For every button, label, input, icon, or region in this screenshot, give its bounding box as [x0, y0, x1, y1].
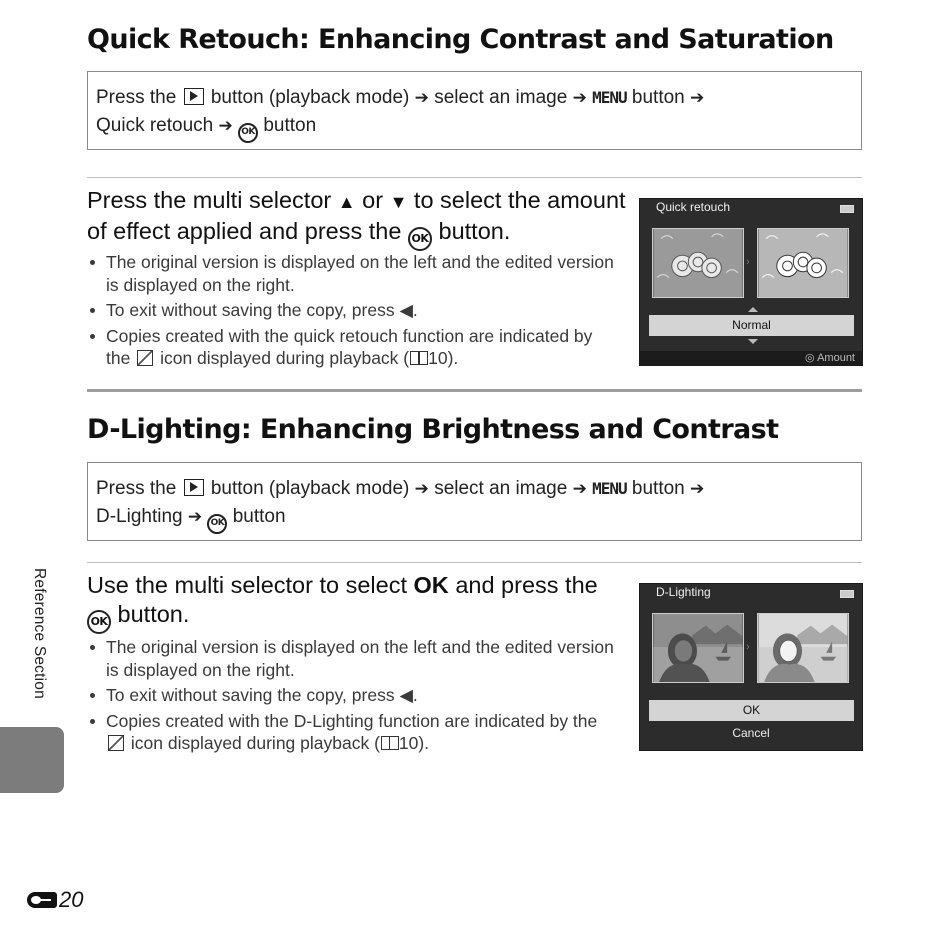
screen-title: D-Lighting [656, 585, 711, 599]
d-lighting-icon [108, 735, 124, 751]
quick-retouch-screen [639, 198, 863, 366]
battery-icon [840, 205, 854, 213]
ok-button-icon: OK [87, 610, 111, 634]
procedure-text: select an image [434, 87, 568, 108]
amount-label: Amount [817, 352, 855, 364]
right-arrow-icon: ➔ [414, 479, 429, 498]
side-tab-marker [0, 727, 64, 793]
right-arrow-icon: ➔ [690, 479, 705, 498]
left-arrow-icon: ◀ [399, 685, 413, 705]
procedure-text: Press the [96, 87, 177, 108]
right-arrow-icon: ➔ [187, 507, 203, 526]
section-divider [87, 389, 862, 392]
procedure-text: button [631, 87, 685, 108]
list-item: The original version is displayed on the left and the edited version is displayed on the right. [87, 251, 617, 296]
d-lighting-step: Use the multi selector to select OK and press the OK button. [87, 571, 627, 634]
divider [87, 562, 862, 563]
quick-retouch-procedure [87, 71, 862, 150]
multi-selector-icon: ◎ [805, 352, 815, 364]
edited-image [757, 613, 849, 683]
original-image [652, 228, 744, 298]
screen-title: Quick retouch [656, 200, 731, 214]
ok-button-icon: OK [238, 123, 258, 143]
playback-button-icon [184, 88, 204, 105]
quick-retouch-notes [87, 251, 617, 373]
ok-button-icon: OK [408, 227, 432, 251]
procedure-text: Quick retouch [96, 115, 214, 136]
page-number: 20 [27, 887, 83, 913]
list-item: To exit without saving the copy, press ◀. [87, 684, 617, 707]
cancel-option[interactable]: Cancel [732, 726, 770, 740]
list-item: The original version is displayed on the left and the edited version is displayed on the right. [87, 636, 617, 681]
amount-footer [640, 351, 862, 365]
menu-button-label: MENU [592, 479, 627, 498]
d-lighting-procedure [87, 462, 862, 541]
down-arrow-icon: ▼ [389, 192, 408, 212]
list-item: To exit without saving the copy, press ◀. [87, 299, 617, 322]
chevron-right-icon: › [746, 256, 750, 268]
divider [87, 177, 862, 178]
portrait-image [653, 614, 743, 682]
original-image [652, 613, 744, 683]
chevron-right-icon: › [746, 641, 750, 653]
flower-image [758, 229, 848, 297]
reference-section-icon [27, 892, 57, 908]
up-arrow-icon[interactable] [748, 307, 758, 312]
ok-button-icon: OK [207, 514, 227, 534]
procedure-text: button (playback mode) [210, 478, 410, 499]
d-lighting-title: D-Lighting: Enhancing Brightness and Contrast [87, 414, 779, 445]
list-item: Copies created with the quick retouch function are indicated by the icon displayed during playback ( 10). [87, 325, 617, 370]
d-lighting-screen [639, 583, 863, 751]
left-arrow-icon: ◀ [399, 300, 413, 320]
procedure-text: button [631, 478, 685, 499]
right-arrow-icon: ➔ [572, 88, 587, 107]
procedure-text: button (playback mode) [210, 87, 410, 108]
ok-option[interactable]: OK [649, 700, 854, 721]
quick-retouch-title: Quick Retouch: Enhancing Contrast and Saturation [87, 24, 834, 55]
effect-amount-selector[interactable]: Normal [649, 315, 854, 336]
menu-button-label: MENU [592, 88, 627, 107]
right-arrow-icon: ➔ [690, 88, 705, 107]
up-arrow-icon: ▲ [337, 192, 356, 212]
d-lighting-notes [87, 636, 617, 758]
right-arrow-icon: ➔ [572, 479, 587, 498]
playback-button-icon [184, 479, 204, 496]
edited-image [757, 228, 849, 298]
book-reference-icon [381, 736, 399, 750]
quick-retouch-step: Press the multi selector ▲ or ▼ to select the amount of effect applied and press the OK button. [87, 186, 627, 251]
quick-retouch-icon [137, 350, 153, 366]
procedure-text: D-Lighting [96, 506, 183, 527]
procedure-text: select an image [434, 478, 568, 499]
procedure-text: button [263, 115, 317, 136]
right-arrow-icon: ➔ [218, 116, 233, 135]
side-tab-label: Reference Section [31, 568, 48, 699]
book-reference-icon [410, 351, 428, 365]
list-item: Copies created with the D-Lighting function are indicated by the icon displayed during playback ( 10). [87, 710, 617, 755]
flower-image [653, 229, 743, 297]
portrait-image [758, 614, 848, 682]
down-arrow-icon[interactable] [748, 339, 758, 344]
right-arrow-icon: ➔ [414, 88, 429, 107]
procedure-text: button [232, 506, 286, 527]
procedure-text: Press the [96, 478, 177, 499]
battery-icon [840, 590, 854, 598]
